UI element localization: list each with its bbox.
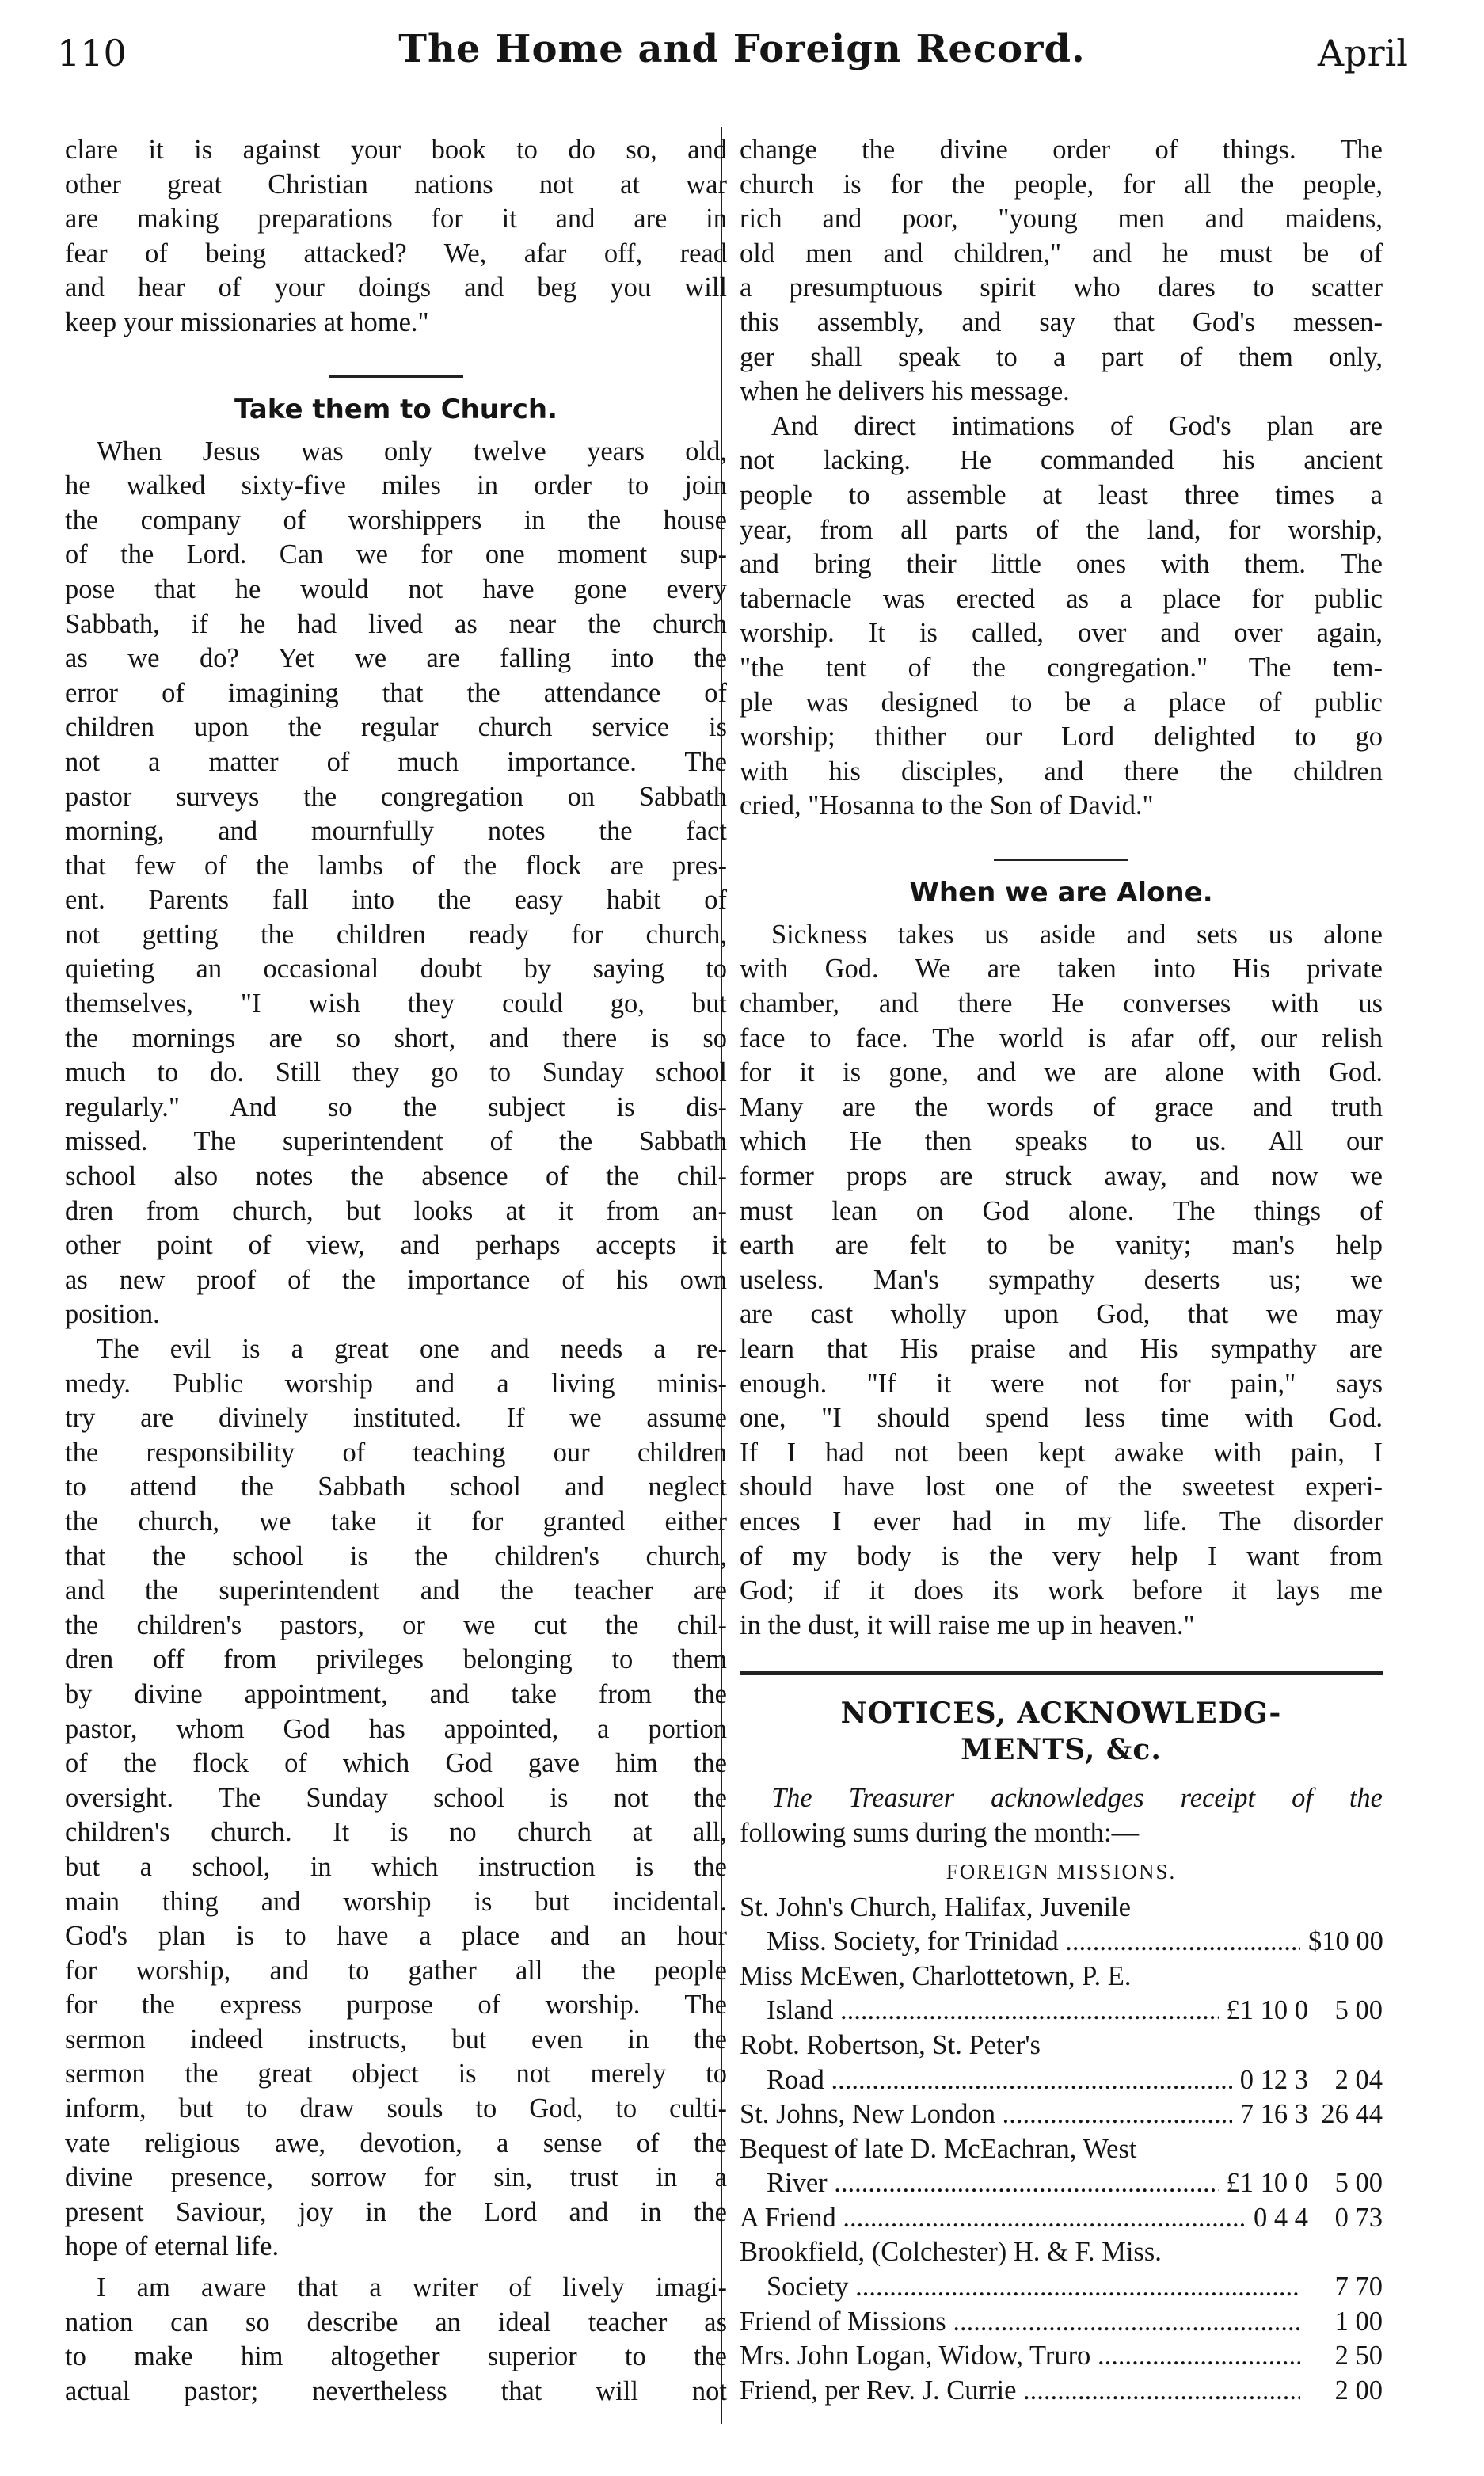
text-line: clare it is against your book to do so, and [65,135,727,165]
donor-name: River ..... [767,2166,1219,2201]
text-line: main thing and worship is but incidental. [65,1886,727,1917]
amount-dollars: 5 00 [1334,1995,1383,2026]
amount-pounds: 7 16 3 [1239,2099,1308,2130]
text-line: Sabbath, if he had lived as near the church [65,608,727,639]
text-line: as new proof of the importance of his own [65,1264,727,1295]
text-line: error of imagining that the attendance of [65,677,727,708]
donor-name: St. John's Church, Halifax, Juvenile [740,1891,1131,1922]
text-line: that the school is the children's church, [65,1541,727,1571]
text-line: much to do. Still they go to Sunday school [65,1057,727,1088]
acknowledgment-list [740,1891,1383,2409]
text-line: in the dust, it will raise me up in heaven." [740,1609,1195,1640]
acknowledgment-entry-line [740,2028,1383,2063]
page-number: 110 [57,32,127,74]
amount-pounds: 0 4 4 [1254,2202,1308,2233]
text-line: of my body is the very help I want from [740,1541,1383,1571]
amount-dollars: 1 00 [1334,2306,1383,2337]
text-line: When Jesus was only twelve years old, [97,436,727,467]
text-line: tabernacle was erected as a place for public [740,583,1383,614]
intro-text [65,133,727,341]
right-column [740,133,1383,2408]
text-line: missed. The superintendent of the Sabbath [65,1126,727,1157]
donor-name: Friend, per Rev. J. Currie ..... [740,2374,1300,2409]
text-line: present Saviour, joy in the Lord and in the [65,2196,727,2227]
acknowledgment-entry [740,2201,1383,2236]
text-line: medy. Public worship and a living minis- [65,1368,727,1399]
text-line: should have lost one of the sweetest experi- [740,1472,1383,1503]
donor-name: Society ..... [767,2270,1300,2305]
text-line: for it is gone, and we are alone with God. [740,1057,1383,1088]
text-line: for worship, and to gather all the people [65,1955,727,1986]
text-line: If I had not been kept awake with pain, I [740,1437,1383,1468]
text-line: ger shall speak to a part of them only, [740,341,1383,372]
text-line: a presumptuous spirit who dares to scatter [740,272,1383,303]
text-line: former props are struck away, and now we [740,1161,1383,1192]
text-line: pastor surveys the congregation on Sabbath [65,781,727,812]
text-line: change the divine order of things. The [740,135,1383,165]
donor-name: A Friend ..... [740,2201,1246,2236]
text-line: school also notes the absence of the chil- [65,1161,727,1192]
donor-name: Miss. Society, for Trinidad ..... [767,1925,1300,1960]
amount-dollars: 7 70 [1334,2272,1383,2303]
donor-name: Friend of Missions ..... [740,2305,1300,2340]
acknowledgment-entry-line [740,2132,1383,2167]
text-line: divine presence, sorrow for sin, trust in a [65,2162,727,2193]
text-line: of the Lord. Can we for one moment sup- [65,539,727,570]
section-rule [329,375,463,378]
text-line: the mornings are so short, and there is so [65,1023,727,1053]
text-line: one, "I should spend less time with God. [740,1403,1383,1434]
text-line: nation can so describe an ideal teacher as [65,2306,727,2337]
text-line: the responsibility of teaching our children [65,1437,727,1468]
donor-name: Mrs. John Logan, Widow, Truro ..... [740,2339,1300,2374]
text-line: to make him altogether superior to the [65,2341,727,2372]
text-line: ences I ever had in my life. The disorder [740,1506,1383,1537]
text-line: the children's pastors, or we cut the chil- [65,1609,727,1640]
acknowledgment-entry [740,2374,1383,2409]
acknowledgment-entry [740,2097,1383,2132]
text-line: not a matter of much importance. The [65,746,727,777]
section-label-foreign-missions: FOREIGN MISSIONS. [946,1859,1177,1884]
text-line: year, from all parts of the land, for worship, [740,514,1383,545]
text-line: dren from church, but looks at it from an- [65,1195,727,1226]
donor-name: St. Johns, New London ..... [740,2097,1232,2132]
text-line: God's plan is to have a place and an hour [65,1921,727,1952]
text-line: and hear of your doings and beg you will [65,272,727,303]
article-paragraph [740,918,1383,1643]
text-line: I am aware that a writer of lively imagi- [97,2272,727,2303]
donor-name: Road ..... [767,2063,1232,2098]
acknowledgment-entry [740,2270,1383,2305]
amount-pounds: 0 12 3 [1239,2064,1308,2095]
acknowledgment-entry [740,1925,1383,1960]
text-line: earth are felt to be vanity; man's help [740,1230,1383,1261]
text-line: and bring their little ones with them. The [740,549,1383,580]
text-line: "the tent of the congregation." The tem- [740,652,1383,683]
text-line: are cast wholly upon God, that we may [740,1299,1383,1330]
text-line: enough. "If it were not for pain," says [740,1368,1383,1399]
text-line: the company of worshippers in the house [65,505,727,535]
text-line: vate religious awe, devotion, a sense of the [65,2127,727,2158]
left-column [65,133,727,2409]
acknowledgment-entry-line [740,1891,1383,1926]
text-line: with God. We are taken into His private [740,954,1383,985]
text-line: And direct intimations of God's plan are [771,410,1383,441]
text-line: other great Christian nations not at war [65,169,727,200]
notices-rule [740,1671,1383,1675]
text-line: learn that His praise and His sympathy are [740,1334,1383,1364]
text-line: not lacking. He commanded his ancient [740,445,1383,476]
donor-name: Island ..... [767,1994,1219,2028]
donor-name: Brookfield, (Colchester) H. & F. Miss. [740,2237,1162,2268]
text-line: sermon the great object is not merely to [65,2059,727,2089]
text-line: the church, we take it for granted either [65,1506,727,1537]
text-line: themselves, "I wish they could go, but [65,988,727,1019]
article-paragraph [65,2271,727,2409]
notices-title-line1: NOTICES, ACKNOWLEDG- [840,1697,1282,1731]
text-line: cried, "Hosanna to the Son of David." [740,790,1154,821]
acknowledgment-entry [740,2305,1383,2340]
text-line: rich and poor, "young men and maidens, [740,204,1383,234]
amount-pounds: £1 10 0 [1226,1995,1308,2026]
text-line: children upon the regular church service is [65,712,727,743]
text-line: fear of being attacked? We, afar off, read [65,238,727,269]
section-rule [994,859,1128,861]
text-line: sermon indeed instructs, but even in the [65,2024,727,2055]
text-line: other point of view, and perhaps accepts it [65,1230,727,1261]
amount-pounds: £1 10 0 [1226,2168,1308,2199]
text-line: pose that he would not have gone every [65,573,727,604]
text-line: by divine appointment, and take from the [65,1678,727,1709]
text-line: that few of the lambs of the flock are pres- [65,850,727,881]
text-line: he walked sixty-five miles in order to join [65,470,727,501]
text-line: keep your missionaries at home." [65,307,429,337]
article-paragraph [65,435,727,1332]
text-line: when he delivers his message. [740,376,1070,407]
amount-dollars: 0 73 [1334,2202,1383,2233]
notices-title-line2: MENTS, &c. [961,1733,1162,1767]
text-line: must lean on God alone. The things of [740,1195,1383,1226]
amount-dollars: 5 00 [1334,2168,1383,2199]
amount-dollars: 2 04 [1334,2064,1383,2095]
donor-name: Robt. Robertson, St. Peter's [740,2029,1041,2060]
text-line: God; if it does its work before it lays me [740,1575,1383,1606]
text-line: chamber, and there He converses with us [740,988,1383,1019]
text-line: Many are the words of grace and truth [740,1091,1383,1122]
text-line: children's church. It is no church at all, [65,1817,727,1848]
acknowledgment-entry [740,2063,1383,2098]
text-line: pastor, whom God has appointed, a portion [65,1713,727,1744]
text-line: regularly." And so the subject is dis- [65,1091,727,1122]
text-line: The evil is a great one and needs a re- [97,1334,727,1364]
donor-name: Miss McEwen, Charlottetown, P. E. [740,1960,1132,1991]
text-line: quieting an occasional doubt by saying to [65,954,727,985]
text-line: but a school, in which instruction is the [65,1851,727,1882]
notices-intro: The Treasurer acknowledges receipt of the [771,1783,1383,1814]
amount-dollars: 2 50 [1334,2341,1383,2371]
text-line: inform, but to draw souls to God, to culti- [65,2093,727,2124]
amount-dollars: 2 00 [1334,2375,1383,2406]
text-line: face to face. The world is afar off, our relish [740,1023,1383,1053]
text-line: Sickness takes us aside and sets us alone [771,919,1383,950]
text-line: worship; thither our Lord delighted to go [740,722,1383,752]
text-line: ple was designed to be a place of public [740,687,1383,718]
acknowledgment-entry [740,2339,1383,2374]
text-line: as we do? Yet we are falling into the [65,643,727,674]
text-line: oversight. The Sunday school is not the [65,1782,727,1813]
text-line: position. [65,1299,160,1330]
amount-dollars: $10 00 [1308,1926,1383,1957]
text-line: are making preparations for it and are in [65,204,727,234]
notices-intro: following sums during the month:— [740,1817,1140,1848]
text-line: people to assemble at least three times a [740,479,1383,510]
text-line: try are divinely instituted. If we assume [65,1403,727,1434]
text-line: useless. Man's sympathy deserts us; we [740,1264,1383,1295]
text-line: for the express purpose of worship. The [65,1990,727,2021]
text-line: church is for the people, for all the people, [740,169,1383,200]
text-line: actual pastor; nevertheless that will not [65,2375,727,2406]
acknowledgment-entry-line [740,2235,1383,2270]
journal-title: The Home and Foreign Record. [398,27,1086,71]
article-title-take-them-to-church: Take them to Church. [234,393,557,425]
text-line: of the flock of which God gave him the [65,1748,727,1779]
text-line: to attend the Sabbath school and neglect [65,1472,727,1503]
text-line: which He then speaks to us. All our [740,1126,1383,1157]
acknowledgment-entry [740,2166,1383,2201]
article-title-when-we-are-alone: When we are Alone. [909,876,1213,909]
acknowledgment-entry [740,1994,1383,2028]
continued-paragraph [740,133,1383,409]
amount-dollars: 26 44 [1321,2099,1383,2130]
acknowledgment-entry-line [740,1960,1383,1994]
text-line: worship. It is called, over and over again, [740,618,1383,649]
continued-paragraph [740,409,1383,824]
text-line: morning, and mournfully notes the fact [65,816,727,847]
text-line: old men and children," and he must be of [740,238,1383,269]
text-line: hope of eternal life. [65,2231,280,2262]
text-line: this assembly, and say that God's messen- [740,307,1383,337]
text-line: dren off from privileges belonging to them [65,1644,727,1675]
text-line: not getting the children ready for church, [65,919,727,950]
text-line: with his disciples, and there the children [740,756,1383,787]
issue-month: April [1317,32,1408,74]
article-paragraph [65,1332,727,2265]
text-line: and the superintendent and the teacher are [65,1575,727,1606]
donor-name: Bequest of late D. McEachran, West [740,2133,1137,2164]
text-line: ent. Parents fall into the easy habit of [65,885,727,916]
